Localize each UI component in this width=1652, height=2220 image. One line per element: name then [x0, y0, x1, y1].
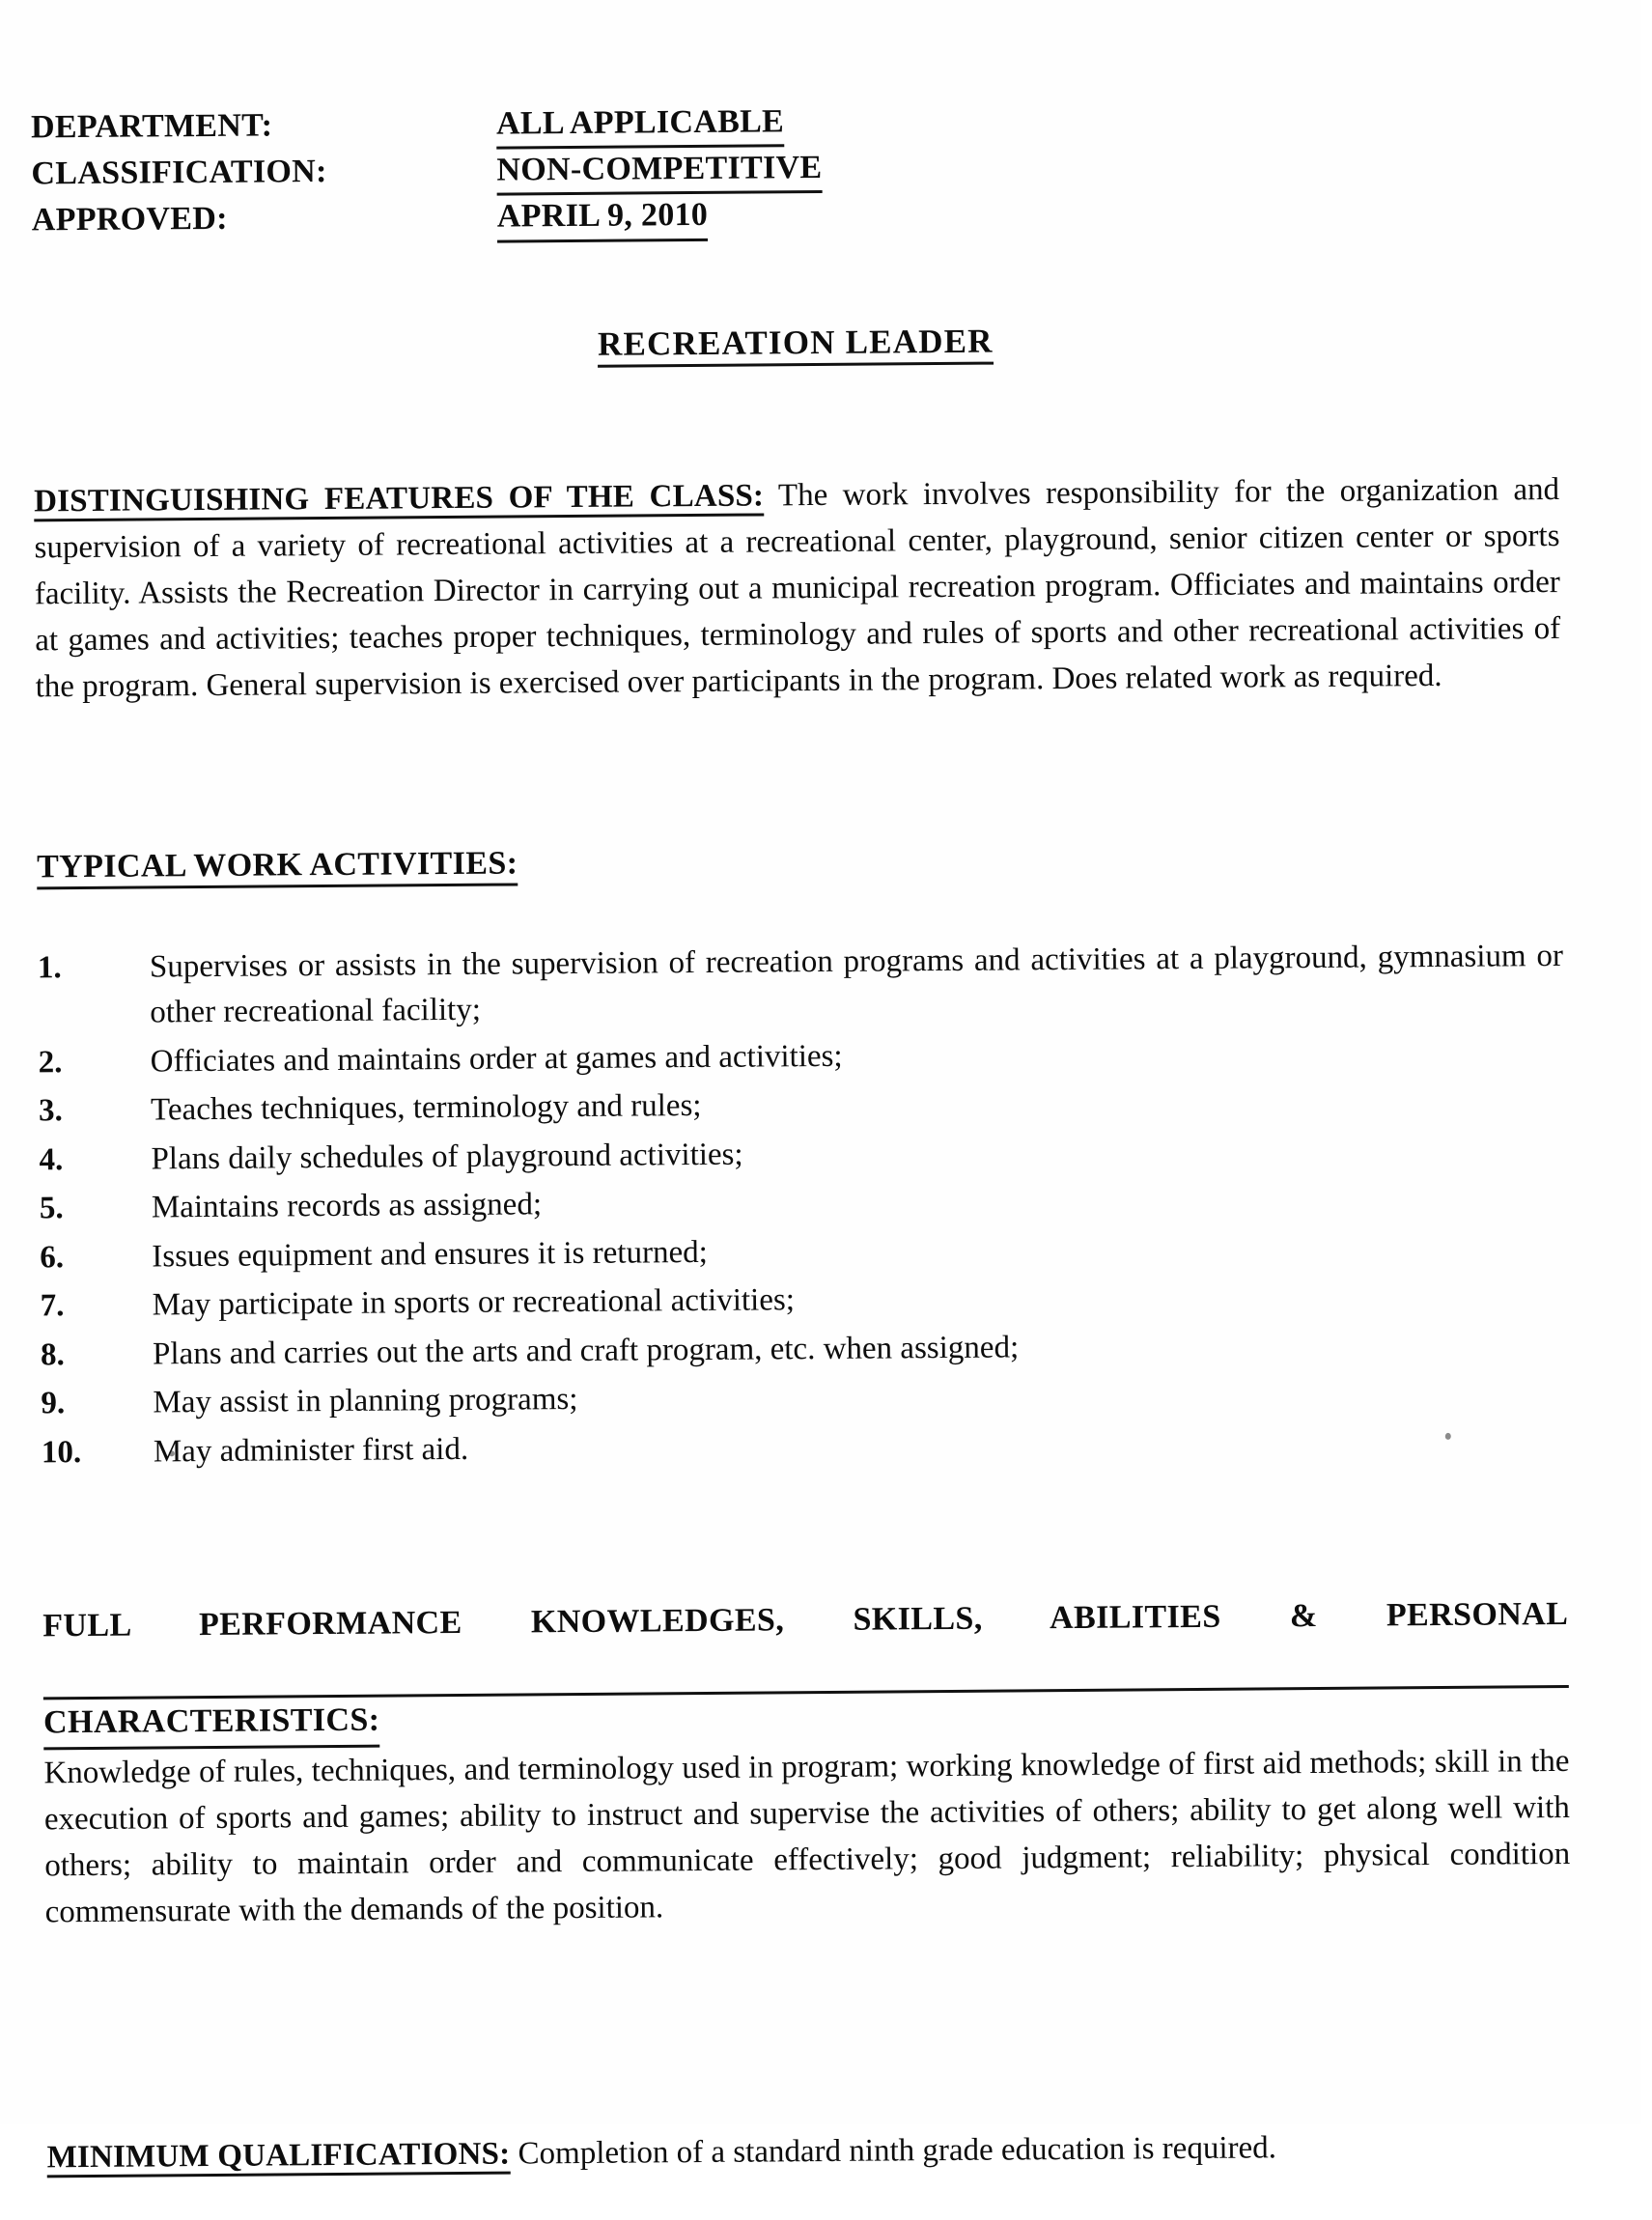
list-item-text: Issues equipment and ensures it is returned; [152, 1234, 708, 1275]
page-title-text: RECREATION LEADER [598, 322, 994, 367]
meta-value-department: ALL APPLICABLE [496, 100, 784, 150]
list-item-number: 2. [38, 1044, 63, 1080]
meta-value-approved: APRIL 9, 2010 [497, 194, 709, 242]
distinguishing-paragraph [34, 466, 1561, 710]
list-item-text: May participate in sports or recreational activities; [152, 1282, 796, 1323]
list-item-number: 3. [38, 1093, 63, 1129]
meta-label-department: DEPARTMENT: [30, 107, 273, 146]
list-item-text: Teaches techniques, terminology and rules; [150, 1088, 702, 1128]
list-item-number: 7. [40, 1288, 65, 1324]
list-item [40, 1223, 1565, 1281]
section-typical-work-activities [37, 837, 1567, 1476]
minimum-qualifications-heading: MINIMUM QUALIFICATIONS: [46, 2137, 510, 2178]
list-item [39, 1126, 1564, 1184]
meta-value-classification: NON-COMPETITIVE [496, 147, 822, 196]
typical-work-list [38, 934, 1567, 1476]
list-item-number: 8. [40, 1336, 65, 1373]
meta-label-approved: APPROVED: [31, 201, 228, 239]
distinguishing-body: The work involves responsibility for the organization and supervision of a variety of recreational activities at a recreational center, playground, senior citizen center or sports facility. Assists the Recreation Director in carrying out a municipal recreation program. Officiates and maintains order at games and activities; teaches proper techniques, terminology and rules of sports and other recreational activities of the program. General supervision is exercised over participants in the program. Does related work as required. [34, 471, 1561, 704]
list-item-text: May assist in planning programs; [153, 1382, 578, 1420]
full-performance-heading-line2: CHARACTERISTICS: [43, 1697, 380, 1750]
list-item-number: 10. [41, 1434, 82, 1471]
list-item-text: Plans and carries out the arts and craft program, etc. when assigned; [152, 1330, 1020, 1372]
distinguishing-heading: DISTINGUISHING FEATURES OF THE CLASS: [34, 478, 764, 521]
spacer [45, 1962, 1572, 2074]
list-item [42, 1419, 1567, 1476]
list-item [41, 1369, 1566, 1427]
list-item-number: 1. [37, 949, 62, 985]
list-item-text: Supervises or assists in the supervision of recreation programs and activities at a playground, gymnasium or other recreational facility; [149, 938, 1564, 1030]
full-performance-heading-line1: FULL PERFORMANCE KNOWLEDGES, SKILLS, ABILITIES & PERSONAL [42, 1591, 1569, 1700]
document-header-meta [31, 95, 1557, 246]
list-item-number: 9. [41, 1386, 66, 1421]
page-title [33, 318, 1558, 372]
full-performance-heading [42, 1591, 1569, 1750]
list-item-text: May administer first aid. [153, 1431, 469, 1470]
list-item [41, 1321, 1566, 1379]
list-item [38, 934, 1564, 1037]
meta-label-classification: CLASSIFICATION: [31, 154, 327, 192]
section-full-performance [42, 1591, 1571, 1935]
document-content [31, 95, 1573, 2219]
list-item [41, 1272, 1566, 1330]
spacer [36, 737, 1562, 849]
section-distinguishing-features [34, 466, 1561, 710]
list-item-number: 5. [39, 1191, 64, 1226]
typical-work-heading-text: TYPICAL WORK ACTIVITIES: [37, 845, 518, 889]
list-item [40, 1174, 1565, 1232]
list-item-text: Officiates and maintains order at games and activities; [150, 1038, 843, 1080]
minimum-qualifications-body: Completion of a standard ninth grade education is required. [510, 2130, 1277, 2172]
list-item-number: 4. [39, 1141, 64, 1177]
spacer [42, 1503, 1568, 1603]
list-item [39, 1077, 1564, 1135]
list-item-number: 6. [40, 1239, 65, 1276]
list-item [39, 1028, 1564, 1086]
full-performance-body: Knowledge of rules, techniques, and terminology used in program; working knowledge of first aid methods; skill in the execution of sports and games; ability to instruct and supervise the activities of others; ability to get along well with others; ability to maintain order and communicate effectively; good judgment; reliability; physical condition commensurate with the demands of the position. [43, 1743, 1571, 1930]
list-item-text: Maintains records as assigned; [151, 1187, 543, 1225]
list-item-text: Plans daily schedules of playground activities; [151, 1137, 743, 1177]
